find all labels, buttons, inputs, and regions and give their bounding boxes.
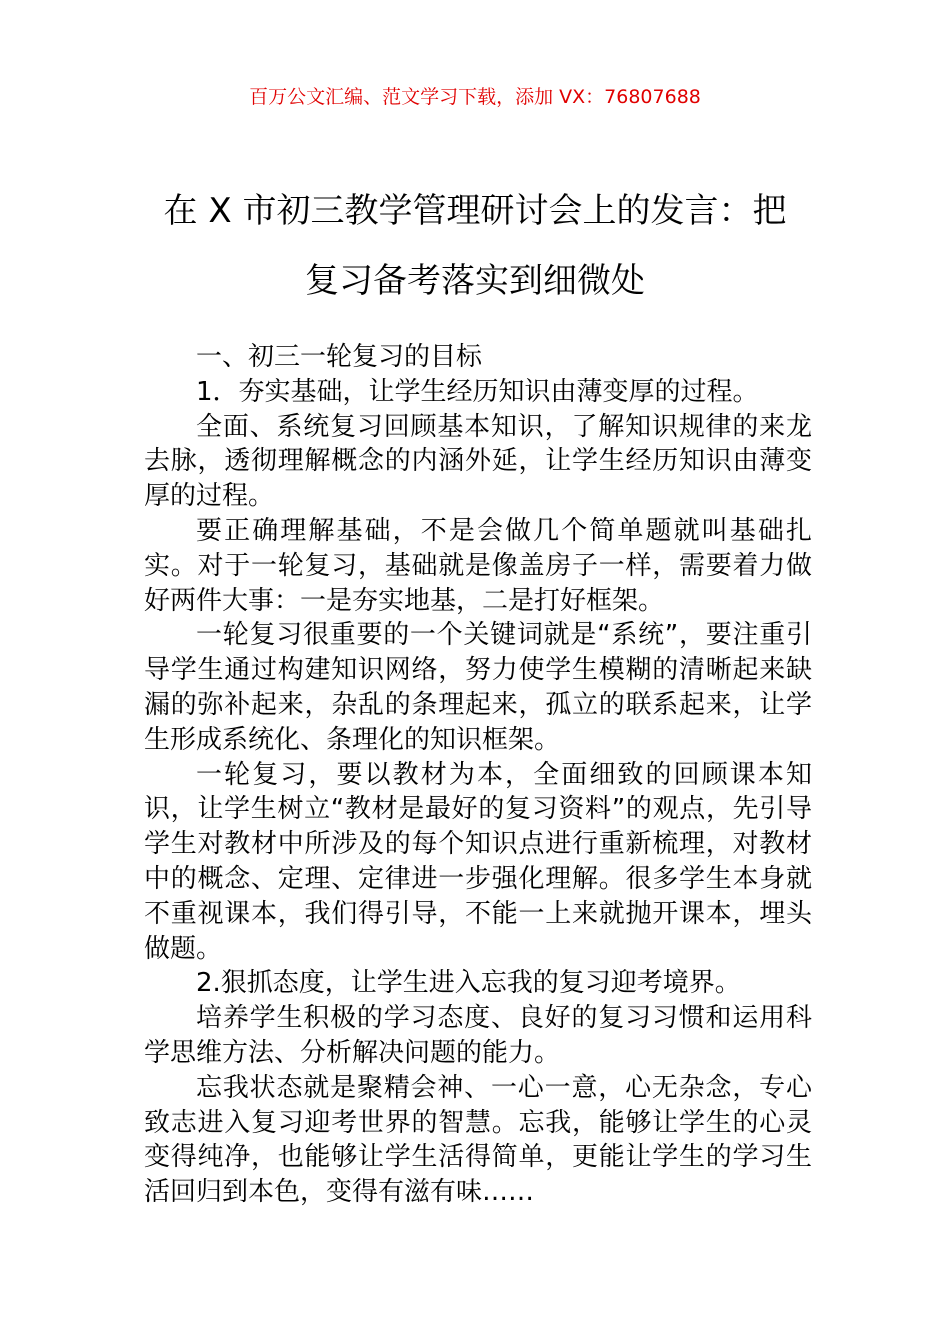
- paragraph: 要正确理解基础，不是会做几个简单题就叫基础扎实。对于一轮复习，基础就是像盖房子一样，需要着力做好两件大事：一是夯实地基，二是打好框架。: [144, 515, 812, 616]
- paragraph: 一轮复习很重要的一个关键词就是“系统”，要注重引导学生通过构建知识网络，努力使学生模糊的清晰起来缺漏的弥补起来，杂乱的条理起来，孤立的联系起来，让学生形成系统化、条理化的知识框架。: [144, 620, 812, 755]
- paragraph: 忘我状态就是聚精会神、一心一意，心无杂念，专心致志进入复习迎考世界的智慧。忘我，能够让学生的心灵变得纯净，也能够让学生活得简单，更能让学生的学习生活回归到本色，变得有滋有味……: [144, 1072, 812, 1208]
- paragraph: 一轮复习，要以教材为本，全面细致的回顾课本知识，让学生树立“教材是最好的复习资料”的观点，先引导学生对教材中所涉及的每个知识点进行重新梳理，对教材中的概念、定理、定律进一步强化理解。很多学生本身就不重视课本，我们得引导，不能一上来就抛开课本，埋头做题。: [144, 759, 812, 964]
- section-heading: 一、初三一轮复习的目标: [196, 342, 483, 372]
- paragraph: 全面、系统复习回顾基本知识，了解知识规律的来龙去脉，透彻理解概念的内涵外延，让学生经历知识由薄变厚的过程。: [144, 411, 812, 512]
- document-title: [100, 176, 850, 316]
- paragraph: 培养学生积极的学习态度、良好的复习习惯和运用科学思维方法、分析解决问题的能力。: [144, 1003, 812, 1068]
- title-line-1: 在 X 市初三教学管理研讨会上的发言：把: [163, 191, 787, 231]
- subheading-1: 1．夯实基础，让学生经历知识由薄变厚的过程。: [196, 376, 759, 407]
- header-promo-note: 百万公文汇编、范文学习下载，添加 VX：76807688: [249, 86, 701, 108]
- document-body: [144, 340, 812, 1210]
- subheading-2: 2.狠抓态度，让学生进入忘我的复习迎考境界。: [196, 968, 741, 999]
- title-line-2: 复习备考落实到细微处: [305, 261, 645, 301]
